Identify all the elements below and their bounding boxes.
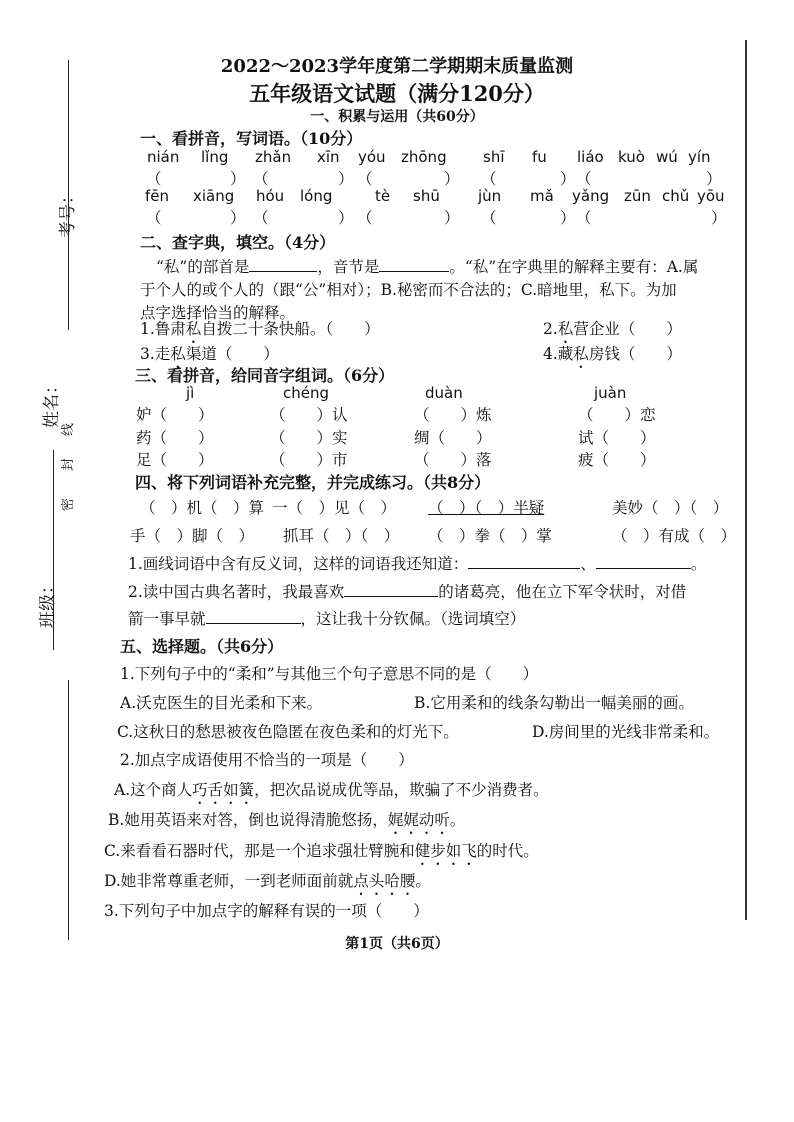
q3-pinyin-duan: duàn [425, 384, 463, 402]
pinyin-syllable: yōu [697, 187, 725, 205]
q3-cell: 妒（ ） [136, 406, 214, 424]
q4-ex2: 2.读中国古典名著时，我最喜欢 的诸葛亮，他在立下军令状时，对借 [128, 583, 687, 601]
q5-s2-d: D.她非常尊重老师，一到老师面前就点头哈腰。 [104, 872, 431, 890]
answer-paren-right: ） [338, 170, 354, 188]
q3-cell: 药（ ） [136, 429, 214, 447]
q4-row1-w1: （ ）机（ ）算 [140, 499, 265, 517]
seal-xian: 线 [61, 422, 77, 437]
answer-paren-left: （ [481, 209, 497, 227]
q4-ex3: 箭一事早就 ，这让我十分钦佩。（选词填空） [128, 610, 526, 628]
binding-line-right [745, 40, 747, 920]
pinyin-syllable: chǔ [662, 187, 690, 205]
q2-item3: 3.走私渠道（ ） [140, 345, 279, 363]
q3-pinyin-ji: jì [186, 384, 195, 402]
pinyin-syllable: shū [413, 187, 440, 205]
answer-paren-right: ） [444, 170, 460, 188]
q4-row2-w1: 手（ ）脚（ ） [130, 527, 255, 545]
q2-syllable-blank[interactable] [379, 257, 449, 272]
pinyin-syllable: wú [656, 148, 678, 166]
answer-paren-right: ） [560, 209, 576, 227]
q2-line2: 于个人的或个人的（跟“公”相对）；B.秘密而不合法的；C.暗地里，私下。为加 [140, 281, 677, 299]
pinyin-syllable: fu [532, 148, 547, 166]
q5-s3: 3.下列句子中加点字的解释有误的一项（ ） [104, 902, 429, 920]
q3-cell: （ ）实 [270, 429, 348, 447]
q3-cell: （ ）认 [270, 406, 348, 424]
pinyin-syllable: mǎ [530, 187, 554, 205]
pinyin-syllable: yín [688, 148, 711, 166]
seal-feng: 封 [61, 457, 77, 472]
q2-item2: 2.私营企业（ ） [543, 320, 682, 338]
pinyin-syllable: liáo [577, 148, 604, 166]
q4-ex1-blank1[interactable] [468, 554, 580, 569]
q3-cell: 试（ ） [578, 429, 656, 447]
answer-paren-right: ） [706, 170, 722, 188]
answer-paren-right: ） [230, 209, 246, 227]
pinyin-syllable: fēn [145, 187, 170, 205]
q4-row1-w2: 一（ ）见（ ） [272, 499, 397, 517]
q1-heading: 一、看拼音，写词语。（10分） [140, 129, 363, 148]
pinyin-syllable: jùn [478, 187, 502, 205]
q4-row2-w2: 抓耳（ ）（ ） [283, 527, 400, 545]
q3-cell: （ ）落 [414, 451, 492, 469]
q3-cell: （ ）市 [270, 451, 348, 469]
answer-paren-left: （ [253, 209, 269, 227]
exam-title-line2: 五年级语文试题（满分120分） [249, 81, 545, 106]
answer-paren-left: （ [576, 209, 592, 227]
answer-paren-left: （ [357, 209, 373, 227]
answer-paren-right: ） [711, 209, 727, 227]
q2-line1: “私”的部首是 ，音节是 。“私”在字典里的解释主要有：A.属 [156, 258, 699, 276]
answer-paren-left: （ [253, 170, 269, 188]
q4-ex2-blank[interactable] [344, 582, 438, 597]
q2-radical-blank[interactable] [249, 257, 317, 272]
q5-heading: 五、选择题。（共6分） [120, 637, 284, 656]
answer-paren-right: ） [444, 209, 460, 227]
q5-s1: 1.下列句子中的“柔和”与其他三个句子意思不同的是（ ） [120, 665, 539, 683]
part1-heading: 一、积累与运用（共60分） [310, 109, 484, 125]
pinyin-syllable: zūn [624, 187, 651, 205]
pinyin-syllable: nián [147, 148, 180, 166]
q4-ex1: 1.画线词语中含有反义词，这样的词语我还知道： 、 。 [128, 555, 707, 573]
kaohao-label: 考号： [58, 187, 78, 238]
q3-cell: （ ）恋 [578, 406, 656, 424]
pinyin-syllable: hóu [256, 187, 285, 205]
pinyin-syllable: kuò [618, 148, 645, 166]
pinyin-syllable: xīn [317, 148, 340, 166]
q2-item1: 1.鲁肃私自拨二十条快船。（ ） [140, 320, 380, 338]
q2-line3: 点字选择恰当的解释。 [140, 304, 296, 322]
answer-paren-right: ） [230, 170, 246, 188]
q5-s2-c: C.来看看石器时代，那是一个追求强壮臂腕和健步如飞的时代。 [104, 842, 539, 860]
banji-label: 班级： [38, 577, 58, 628]
q5-s1-a: A.沃克医生的目光柔和下来。 [120, 694, 323, 712]
pinyin-syllable: xiāng [193, 187, 235, 205]
pinyin-syllable: yóu [358, 148, 386, 166]
q5-s2-b: B.她用英语来对答，倒也说得清脆悠扬，娓娓动听。 [108, 811, 466, 829]
answer-paren-left: （ [357, 170, 373, 188]
q3-cell: 绸（ ） [414, 429, 492, 447]
q4-row1-w4: 美妙（ ）（ ） [612, 499, 729, 517]
pinyin-syllable: shī [483, 148, 505, 166]
q3-cell: 疲（ ） [578, 451, 656, 469]
pinyin-syllable: lóng [300, 187, 333, 205]
answer-paren-left: （ [146, 170, 162, 188]
q3-heading: 三、看拼音，给同音字组词。（6分） [135, 366, 395, 385]
q4-ex3-blank[interactable] [206, 609, 301, 624]
answer-paren-left: （ [576, 170, 592, 188]
seal-mi: 密 [61, 497, 77, 512]
page-footer: 第1页（共6页） [345, 936, 449, 952]
q5-s1-d: D.房间里的光线非常柔和。 [532, 723, 720, 741]
q5-s2: 2.加点字成语使用不恰当的一项是（ ） [120, 751, 414, 769]
binding-line-bottom [68, 680, 69, 940]
q4-ex1-blank2[interactable] [596, 554, 691, 569]
xingming-label: 姓名： [42, 377, 62, 428]
q3-cell: （ ）炼 [414, 406, 492, 424]
q2-item4: 4.藏私房钱（ ） [543, 345, 682, 363]
answer-paren-left: （ [146, 209, 162, 227]
pinyin-syllable: lǐng [201, 148, 229, 166]
pinyin-syllable: zhōng [401, 148, 447, 166]
answer-paren-right: ） [338, 209, 354, 227]
q5-s2-a: A.这个商人巧舌如簧，把次品说成优等品，欺骗了不少消费者。 [114, 781, 549, 799]
pinyin-syllable: yǎng [572, 187, 610, 205]
q2-heading: 二、查字典，填空。（4分） [140, 233, 336, 252]
q5-s1-b: B.它用柔和的线条勾勒出一幅美丽的画。 [414, 694, 694, 712]
pinyin-syllable: zhǎn [255, 148, 292, 166]
q5-s1-c: C.这秋日的愁思被夜色隐匿在夜色柔和的灯光下。 [117, 723, 459, 741]
answer-paren-left: （ [481, 170, 497, 188]
exam-title-line1: 2022～2023学年度第二学期期末质量监测 [220, 56, 574, 77]
pinyin-syllable: tè [375, 187, 391, 205]
q4-row2-w3: （ ）拳（ ）掌 [428, 527, 553, 545]
answer-paren-right: ） [560, 170, 576, 188]
q4-row2-w4: （ ）有成（ ） [612, 527, 737, 545]
q3-pinyin-juan: juàn [594, 384, 627, 402]
q3-cell: 足（ ） [136, 451, 214, 469]
q4-heading: 四、将下列词语补充完整，并完成练习。（共8分） [135, 473, 491, 492]
q4-row1-w3: （ ）（ ）半疑 [428, 499, 545, 517]
q3-pinyin-cheng: chéng [283, 384, 330, 402]
